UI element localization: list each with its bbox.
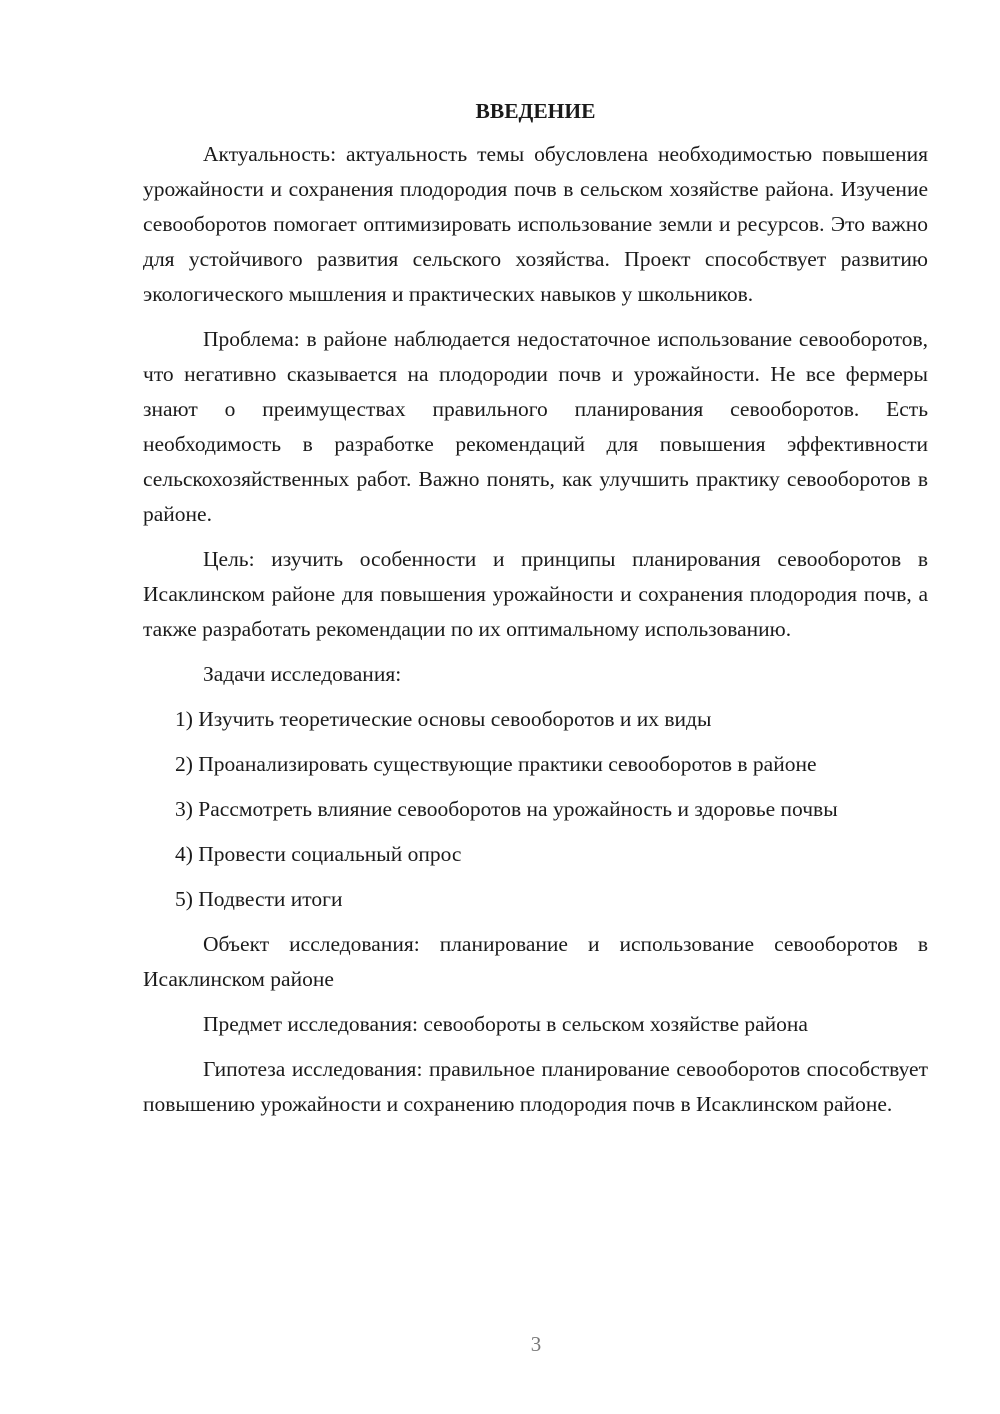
object-paragraph: Объект исследования: планирование и использование севооборотов в Исаклинском районе bbox=[143, 932, 928, 991]
problem-paragraph: Проблема: в районе наблюдается недостаточное использование севооборотов, что негативно сказывается на плодородии почв и урожайности. Не все фермеры знают о преимуществах правильного планирования севооборотов. Есть необходимость в разработке рекомендаций для повышения эффективности сельскохозяйственных работ. Важно понять, как улучшить практику севооборотов в районе. bbox=[143, 327, 928, 526]
tasks-heading: Задачи исследования: bbox=[203, 662, 402, 686]
page-number: 3 bbox=[530, 1332, 542, 1356]
page-title: ВВЕДЕНИЕ bbox=[475, 99, 596, 123]
task-item-2: 2) Проанализировать существующие практики севооборотов в районе bbox=[175, 752, 817, 776]
task-item-4: 4) Провести социальный опрос bbox=[175, 842, 462, 866]
subject-paragraph: Предмет исследования: севообороты в сельском хозяйстве района bbox=[203, 1012, 808, 1036]
goal-paragraph: Цель: изучить особенности и принципы планирования севооборотов в Исаклинском районе для повышения урожайности и сохранения плодородия почв, а также разработать рекомендации по их оптимальному использованию. bbox=[143, 547, 928, 641]
hypothesis-paragraph: Гипотеза исследования: правильное планирование севооборотов способствует повышению урожайности и сохранению плодородия почв в Исаклинском районе. bbox=[143, 1057, 928, 1116]
relevance-paragraph: Актуальность: актуальность темы обусловлена необходимостью повышения урожайности и сохранения плодородия почв в сельском хозяйстве района. Изучение севооборотов помогает оптимизировать использование земли и ресурсов. Это важно для устойчивого развития сельского хозяйства. Проект способствует развитию экологического мышления и практических навыков у школьников. bbox=[143, 142, 928, 306]
task-item-3: 3) Рассмотреть влияние севооборотов на урожайность и здоровье почвы bbox=[175, 797, 838, 821]
task-item-5: 5) Подвести итоги bbox=[175, 887, 343, 911]
document-body bbox=[143, 94, 928, 1132]
task-item-1: 1) Изучить теоретические основы севооборотов и их виды bbox=[175, 707, 712, 731]
